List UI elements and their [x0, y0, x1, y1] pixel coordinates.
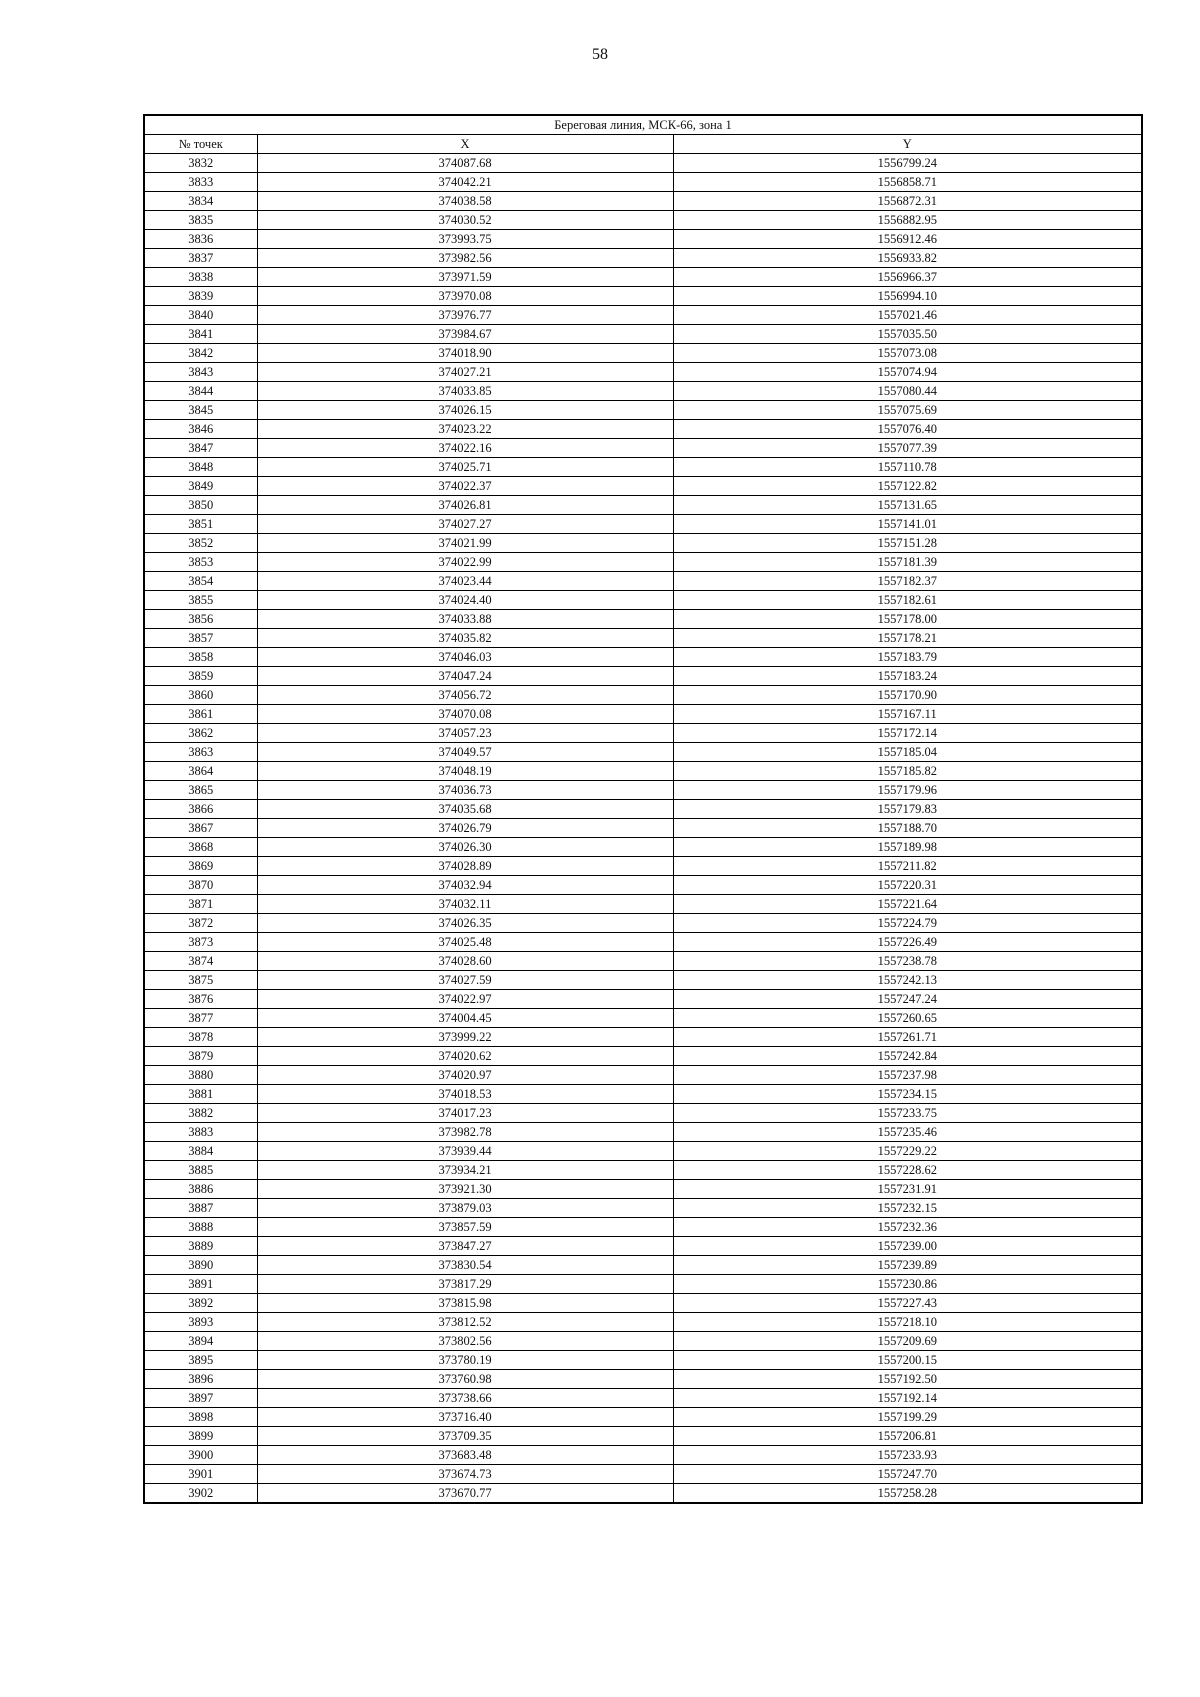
- table-row: [144, 895, 1142, 914]
- point-number-cell: 3848: [144, 458, 257, 477]
- y-coordinate-cell: 1557247.70: [673, 1465, 1142, 1484]
- point-number-cell: 3892: [144, 1294, 257, 1313]
- table-row: [144, 1256, 1142, 1275]
- table-row: [144, 306, 1142, 325]
- table-row: [144, 496, 1142, 515]
- y-coordinate-cell: 1557234.15: [673, 1085, 1142, 1104]
- y-coordinate-cell: 1556872.31: [673, 192, 1142, 211]
- point-number-cell: 3882: [144, 1104, 257, 1123]
- point-number-cell: 3863: [144, 743, 257, 762]
- point-number-cell: 3898: [144, 1408, 257, 1427]
- point-number-cell: 3884: [144, 1142, 257, 1161]
- point-number-cell: 3851: [144, 515, 257, 534]
- table-row: [144, 249, 1142, 268]
- y-coordinate-cell: 1556799.24: [673, 154, 1142, 173]
- table-row: [144, 534, 1142, 553]
- y-coordinate-cell: 1557258.28: [673, 1484, 1142, 1504]
- x-coordinate-cell: 374038.58: [257, 192, 673, 211]
- point-number-cell: 3874: [144, 952, 257, 971]
- table-row: [144, 705, 1142, 724]
- point-number-cell: 3873: [144, 933, 257, 952]
- y-coordinate-cell: 1557228.62: [673, 1161, 1142, 1180]
- point-number-cell: 3864: [144, 762, 257, 781]
- point-number-cell: 3835: [144, 211, 257, 230]
- x-coordinate-cell: 374070.08: [257, 705, 673, 724]
- point-number-cell: 3833: [144, 173, 257, 192]
- table-row: [144, 952, 1142, 971]
- x-coordinate-cell: 374024.40: [257, 591, 673, 610]
- point-number-cell: 3849: [144, 477, 257, 496]
- point-number-cell: 3897: [144, 1389, 257, 1408]
- y-coordinate-cell: 1557151.28: [673, 534, 1142, 553]
- table-row: [144, 800, 1142, 819]
- y-coordinate-cell: 1556966.37: [673, 268, 1142, 287]
- table-row: [144, 439, 1142, 458]
- x-coordinate-cell: 374026.35: [257, 914, 673, 933]
- point-number-cell: 3883: [144, 1123, 257, 1142]
- x-coordinate-cell: 374035.82: [257, 629, 673, 648]
- point-number-cell: 3845: [144, 401, 257, 420]
- x-coordinate-cell: 373812.52: [257, 1313, 673, 1332]
- x-coordinate-cell: 374025.48: [257, 933, 673, 952]
- table-row: [144, 1389, 1142, 1408]
- point-number-cell: 3880: [144, 1066, 257, 1085]
- table-row: [144, 1313, 1142, 1332]
- point-number-cell: 3837: [144, 249, 257, 268]
- y-coordinate-cell: 1557242.13: [673, 971, 1142, 990]
- y-coordinate-cell: 1557260.65: [673, 1009, 1142, 1028]
- table-row: [144, 515, 1142, 534]
- point-number-cell: 3865: [144, 781, 257, 800]
- table-row: [144, 1465, 1142, 1484]
- point-number-cell: 3854: [144, 572, 257, 591]
- point-number-cell: 3895: [144, 1351, 257, 1370]
- y-coordinate-cell: 1557080.44: [673, 382, 1142, 401]
- x-coordinate-cell: 373982.56: [257, 249, 673, 268]
- page-number: 58: [592, 46, 608, 63]
- y-coordinate-cell: 1557110.78: [673, 458, 1142, 477]
- y-coordinate-cell: 1557261.71: [673, 1028, 1142, 1047]
- point-number-cell: 3901: [144, 1465, 257, 1484]
- table-row: [144, 1237, 1142, 1256]
- point-number-cell: 3844: [144, 382, 257, 401]
- table-header-row: [144, 135, 1142, 154]
- x-coordinate-cell: 374021.99: [257, 534, 673, 553]
- x-coordinate-cell: 374018.53: [257, 1085, 673, 1104]
- x-coordinate-cell: 374032.11: [257, 895, 673, 914]
- point-number-cell: 3834: [144, 192, 257, 211]
- point-number-cell: 3899: [144, 1427, 257, 1446]
- y-coordinate-cell: 1556882.95: [673, 211, 1142, 230]
- x-coordinate-cell: 374035.68: [257, 800, 673, 819]
- point-number-cell: 3860: [144, 686, 257, 705]
- point-number-cell: 3858: [144, 648, 257, 667]
- point-number-cell: 3847: [144, 439, 257, 458]
- table-row: [144, 743, 1142, 762]
- point-number-cell: 3878: [144, 1028, 257, 1047]
- table-row: [144, 344, 1142, 363]
- y-coordinate-cell: 1557182.37: [673, 572, 1142, 591]
- table-row: [144, 230, 1142, 249]
- x-coordinate-cell: 373815.98: [257, 1294, 673, 1313]
- y-coordinate-cell: 1557247.24: [673, 990, 1142, 1009]
- y-coordinate-cell: 1556994.10: [673, 287, 1142, 306]
- x-coordinate-cell: 374023.22: [257, 420, 673, 439]
- point-number-cell: 3872: [144, 914, 257, 933]
- point-number-cell: 3843: [144, 363, 257, 382]
- x-coordinate-cell: 374057.23: [257, 724, 673, 743]
- y-coordinate-cell: 1557178.00: [673, 610, 1142, 629]
- x-coordinate-cell: 373976.77: [257, 306, 673, 325]
- point-number-cell: 3869: [144, 857, 257, 876]
- y-coordinate-cell: 1557074.94: [673, 363, 1142, 382]
- y-coordinate-cell: 1557220.31: [673, 876, 1142, 895]
- point-number-cell: 3887: [144, 1199, 257, 1218]
- x-coordinate-cell: 374022.97: [257, 990, 673, 1009]
- y-coordinate-cell: 1557237.98: [673, 1066, 1142, 1085]
- table-title-row: [144, 115, 1142, 135]
- table-row: [144, 1408, 1142, 1427]
- x-coordinate-cell: 374027.27: [257, 515, 673, 534]
- x-coordinate-cell: 373982.78: [257, 1123, 673, 1142]
- coordinates-table: [143, 114, 1143, 1504]
- x-coordinate-cell: 373939.44: [257, 1142, 673, 1161]
- x-coordinate-cell: 374046.03: [257, 648, 673, 667]
- x-coordinate-cell: 374027.59: [257, 971, 673, 990]
- x-coordinate-cell: 374030.52: [257, 211, 673, 230]
- table-row: [144, 553, 1142, 572]
- point-number-cell: 3886: [144, 1180, 257, 1199]
- point-number-cell: 3888: [144, 1218, 257, 1237]
- y-coordinate-cell: 1557075.69: [673, 401, 1142, 420]
- point-number-cell: 3852: [144, 534, 257, 553]
- y-coordinate-cell: 1557183.79: [673, 648, 1142, 667]
- y-coordinate-cell: 1557179.83: [673, 800, 1142, 819]
- x-coordinate-cell: 373999.22: [257, 1028, 673, 1047]
- y-coordinate-cell: 1557239.89: [673, 1256, 1142, 1275]
- y-coordinate-cell: 1556933.82: [673, 249, 1142, 268]
- y-coordinate-cell: 1557233.93: [673, 1446, 1142, 1465]
- table-row: [144, 914, 1142, 933]
- y-coordinate-cell: 1557178.21: [673, 629, 1142, 648]
- table-row: [144, 363, 1142, 382]
- table-row: [144, 1123, 1142, 1142]
- table-row: [144, 325, 1142, 344]
- y-coordinate-cell: 1556912.46: [673, 230, 1142, 249]
- x-coordinate-cell: 373683.48: [257, 1446, 673, 1465]
- table-row: [144, 154, 1142, 173]
- y-coordinate-cell: 1557179.96: [673, 781, 1142, 800]
- y-coordinate-cell: 1557122.82: [673, 477, 1142, 496]
- x-coordinate-cell: 374026.30: [257, 838, 673, 857]
- y-coordinate-cell: 1557232.36: [673, 1218, 1142, 1237]
- table-row: [144, 1275, 1142, 1294]
- x-coordinate-cell: 373970.08: [257, 287, 673, 306]
- x-coordinate-cell: 374026.81: [257, 496, 673, 515]
- table-row: [144, 1351, 1142, 1370]
- point-number-cell: 3870: [144, 876, 257, 895]
- x-coordinate-cell: 373709.35: [257, 1427, 673, 1446]
- table-row: [144, 1009, 1142, 1028]
- y-coordinate-cell: 1556858.71: [673, 173, 1142, 192]
- y-coordinate-cell: 1557170.90: [673, 686, 1142, 705]
- point-number-cell: 3867: [144, 819, 257, 838]
- x-coordinate-cell: 374027.21: [257, 363, 673, 382]
- table-row: [144, 686, 1142, 705]
- point-number-cell: 3871: [144, 895, 257, 914]
- x-coordinate-cell: 374047.24: [257, 667, 673, 686]
- x-coordinate-cell: 374087.68: [257, 154, 673, 173]
- y-coordinate-cell: 1557242.84: [673, 1047, 1142, 1066]
- y-coordinate-cell: 1557073.08: [673, 344, 1142, 363]
- table-row: [144, 819, 1142, 838]
- table-row: [144, 572, 1142, 591]
- x-coordinate-cell: 374018.90: [257, 344, 673, 363]
- point-number-cell: 3838: [144, 268, 257, 287]
- point-number-cell: 3866: [144, 800, 257, 819]
- y-coordinate-cell: 1557076.40: [673, 420, 1142, 439]
- x-coordinate-cell: 374025.71: [257, 458, 673, 477]
- point-number-cell: 3842: [144, 344, 257, 363]
- y-coordinate-cell: 1557211.82: [673, 857, 1142, 876]
- y-coordinate-cell: 1557192.14: [673, 1389, 1142, 1408]
- point-number-cell: 3868: [144, 838, 257, 857]
- table-row: [144, 401, 1142, 420]
- table-row: [144, 1142, 1142, 1161]
- table-row: [144, 648, 1142, 667]
- point-number-cell: 3881: [144, 1085, 257, 1104]
- x-coordinate-cell: 373857.59: [257, 1218, 673, 1237]
- point-number-cell: 3850: [144, 496, 257, 515]
- table-row: [144, 1047, 1142, 1066]
- y-coordinate-cell: 1557221.64: [673, 895, 1142, 914]
- x-coordinate-cell: 374028.89: [257, 857, 673, 876]
- x-coordinate-cell: 373760.98: [257, 1370, 673, 1389]
- point-number-cell: 3891: [144, 1275, 257, 1294]
- x-coordinate-cell: 373984.67: [257, 325, 673, 344]
- column-header-x: X: [257, 135, 673, 154]
- y-coordinate-cell: 1557226.49: [673, 933, 1142, 952]
- x-coordinate-cell: 373879.03: [257, 1199, 673, 1218]
- table-row: [144, 1104, 1142, 1123]
- x-coordinate-cell: 374036.73: [257, 781, 673, 800]
- x-coordinate-cell: 374032.94: [257, 876, 673, 895]
- table-row: [144, 458, 1142, 477]
- table-row: [144, 382, 1142, 401]
- table-row: [144, 610, 1142, 629]
- x-coordinate-cell: 374033.85: [257, 382, 673, 401]
- table-row: [144, 1484, 1142, 1504]
- y-coordinate-cell: 1557227.43: [673, 1294, 1142, 1313]
- point-number-cell: 3894: [144, 1332, 257, 1351]
- y-coordinate-cell: 1557185.82: [673, 762, 1142, 781]
- point-number-cell: 3902: [144, 1484, 257, 1504]
- x-coordinate-cell: 373830.54: [257, 1256, 673, 1275]
- point-number-cell: 3832: [144, 154, 257, 173]
- x-coordinate-cell: 374023.44: [257, 572, 673, 591]
- y-coordinate-cell: 1557188.70: [673, 819, 1142, 838]
- table-row: [144, 211, 1142, 230]
- y-coordinate-cell: 1557167.11: [673, 705, 1142, 724]
- y-coordinate-cell: 1557141.01: [673, 515, 1142, 534]
- table-row: [144, 724, 1142, 743]
- table-row: [144, 1294, 1142, 1313]
- point-number-cell: 3836: [144, 230, 257, 249]
- y-coordinate-cell: 1557192.50: [673, 1370, 1142, 1389]
- point-number-cell: 3889: [144, 1237, 257, 1256]
- table-row: [144, 876, 1142, 895]
- column-header-y: Y: [673, 135, 1142, 154]
- x-coordinate-cell: 374020.97: [257, 1066, 673, 1085]
- y-coordinate-cell: 1557232.15: [673, 1199, 1142, 1218]
- x-coordinate-cell: 373780.19: [257, 1351, 673, 1370]
- table-row: [144, 667, 1142, 686]
- table-row: [144, 933, 1142, 952]
- table-row: [144, 781, 1142, 800]
- table-row: [144, 1199, 1142, 1218]
- x-coordinate-cell: 374022.37: [257, 477, 673, 496]
- table-row: [144, 629, 1142, 648]
- y-coordinate-cell: 1557189.98: [673, 838, 1142, 857]
- x-coordinate-cell: 374042.21: [257, 173, 673, 192]
- table-row: [144, 1066, 1142, 1085]
- point-number-cell: 3839: [144, 287, 257, 306]
- point-number-cell: 3862: [144, 724, 257, 743]
- point-number-cell: 3846: [144, 420, 257, 439]
- y-coordinate-cell: 1557224.79: [673, 914, 1142, 933]
- x-coordinate-cell: 373802.56: [257, 1332, 673, 1351]
- x-coordinate-cell: 373921.30: [257, 1180, 673, 1199]
- point-number-cell: 3855: [144, 591, 257, 610]
- y-coordinate-cell: 1557185.04: [673, 743, 1142, 762]
- point-number-cell: 3876: [144, 990, 257, 1009]
- table-row: [144, 173, 1142, 192]
- table-row: [144, 857, 1142, 876]
- y-coordinate-cell: 1557021.46: [673, 306, 1142, 325]
- y-coordinate-cell: 1557229.22: [673, 1142, 1142, 1161]
- y-coordinate-cell: 1557230.86: [673, 1275, 1142, 1294]
- x-coordinate-cell: 374049.57: [257, 743, 673, 762]
- table-title: Береговая линия, МСК-66, зона 1: [144, 115, 1142, 135]
- table-row: [144, 1332, 1142, 1351]
- point-number-cell: 3857: [144, 629, 257, 648]
- y-coordinate-cell: 1557183.24: [673, 667, 1142, 686]
- point-number-cell: 3879: [144, 1047, 257, 1066]
- point-number-cell: 3875: [144, 971, 257, 990]
- column-header-point-number: № точек: [144, 135, 257, 154]
- x-coordinate-cell: 373847.27: [257, 1237, 673, 1256]
- table-row: [144, 1085, 1142, 1104]
- point-number-cell: 3896: [144, 1370, 257, 1389]
- table-row: [144, 591, 1142, 610]
- y-coordinate-cell: 1557239.00: [673, 1237, 1142, 1256]
- x-coordinate-cell: 374026.79: [257, 819, 673, 838]
- x-coordinate-cell: 374004.45: [257, 1009, 673, 1028]
- table-row: [144, 420, 1142, 439]
- y-coordinate-cell: 1557238.78: [673, 952, 1142, 971]
- table-row: [144, 762, 1142, 781]
- x-coordinate-cell: 374056.72: [257, 686, 673, 705]
- table-row: [144, 477, 1142, 496]
- table-row: [144, 192, 1142, 211]
- point-number-cell: 3841: [144, 325, 257, 344]
- point-number-cell: 3893: [144, 1313, 257, 1332]
- x-coordinate-cell: 373817.29: [257, 1275, 673, 1294]
- y-coordinate-cell: 1557131.65: [673, 496, 1142, 515]
- x-coordinate-cell: 373674.73: [257, 1465, 673, 1484]
- table-row: [144, 1427, 1142, 1446]
- y-coordinate-cell: 1557206.81: [673, 1427, 1142, 1446]
- table-row: [144, 268, 1142, 287]
- x-coordinate-cell: 374022.99: [257, 553, 673, 572]
- table-row: [144, 1446, 1142, 1465]
- point-number-cell: 3885: [144, 1161, 257, 1180]
- x-coordinate-cell: 373971.59: [257, 268, 673, 287]
- table-row: [144, 1370, 1142, 1389]
- point-number-cell: 3877: [144, 1009, 257, 1028]
- x-coordinate-cell: 374033.88: [257, 610, 673, 629]
- x-coordinate-cell: 374017.23: [257, 1104, 673, 1123]
- x-coordinate-cell: 374026.15: [257, 401, 673, 420]
- table-body: [144, 154, 1142, 1504]
- point-number-cell: 3859: [144, 667, 257, 686]
- y-coordinate-cell: 1557200.15: [673, 1351, 1142, 1370]
- point-number-cell: 3856: [144, 610, 257, 629]
- table-row: [144, 1218, 1142, 1237]
- x-coordinate-cell: 373993.75: [257, 230, 673, 249]
- y-coordinate-cell: 1557077.39: [673, 439, 1142, 458]
- y-coordinate-cell: 1557199.29: [673, 1408, 1142, 1427]
- table-row: [144, 838, 1142, 857]
- y-coordinate-cell: 1557181.39: [673, 553, 1142, 572]
- point-number-cell: 3861: [144, 705, 257, 724]
- table-row: [144, 287, 1142, 306]
- point-number-cell: 3840: [144, 306, 257, 325]
- x-coordinate-cell: 374022.16: [257, 439, 673, 458]
- y-coordinate-cell: 1557235.46: [673, 1123, 1142, 1142]
- x-coordinate-cell: 374020.62: [257, 1047, 673, 1066]
- y-coordinate-cell: 1557035.50: [673, 325, 1142, 344]
- point-number-cell: 3890: [144, 1256, 257, 1275]
- y-coordinate-cell: 1557233.75: [673, 1104, 1142, 1123]
- table-row: [144, 1161, 1142, 1180]
- table-row: [144, 990, 1142, 1009]
- x-coordinate-cell: 374028.60: [257, 952, 673, 971]
- table-row: [144, 1180, 1142, 1199]
- y-coordinate-cell: 1557231.91: [673, 1180, 1142, 1199]
- point-number-cell: 3900: [144, 1446, 257, 1465]
- y-coordinate-cell: 1557172.14: [673, 724, 1142, 743]
- x-coordinate-cell: 374048.19: [257, 762, 673, 781]
- y-coordinate-cell: 1557218.10: [673, 1313, 1142, 1332]
- table-row: [144, 971, 1142, 990]
- x-coordinate-cell: 373670.77: [257, 1484, 673, 1504]
- y-coordinate-cell: 1557182.61: [673, 591, 1142, 610]
- x-coordinate-cell: 373716.40: [257, 1408, 673, 1427]
- x-coordinate-cell: 373738.66: [257, 1389, 673, 1408]
- y-coordinate-cell: 1557209.69: [673, 1332, 1142, 1351]
- point-number-cell: 3853: [144, 553, 257, 572]
- table-row: [144, 1028, 1142, 1047]
- x-coordinate-cell: 373934.21: [257, 1161, 673, 1180]
